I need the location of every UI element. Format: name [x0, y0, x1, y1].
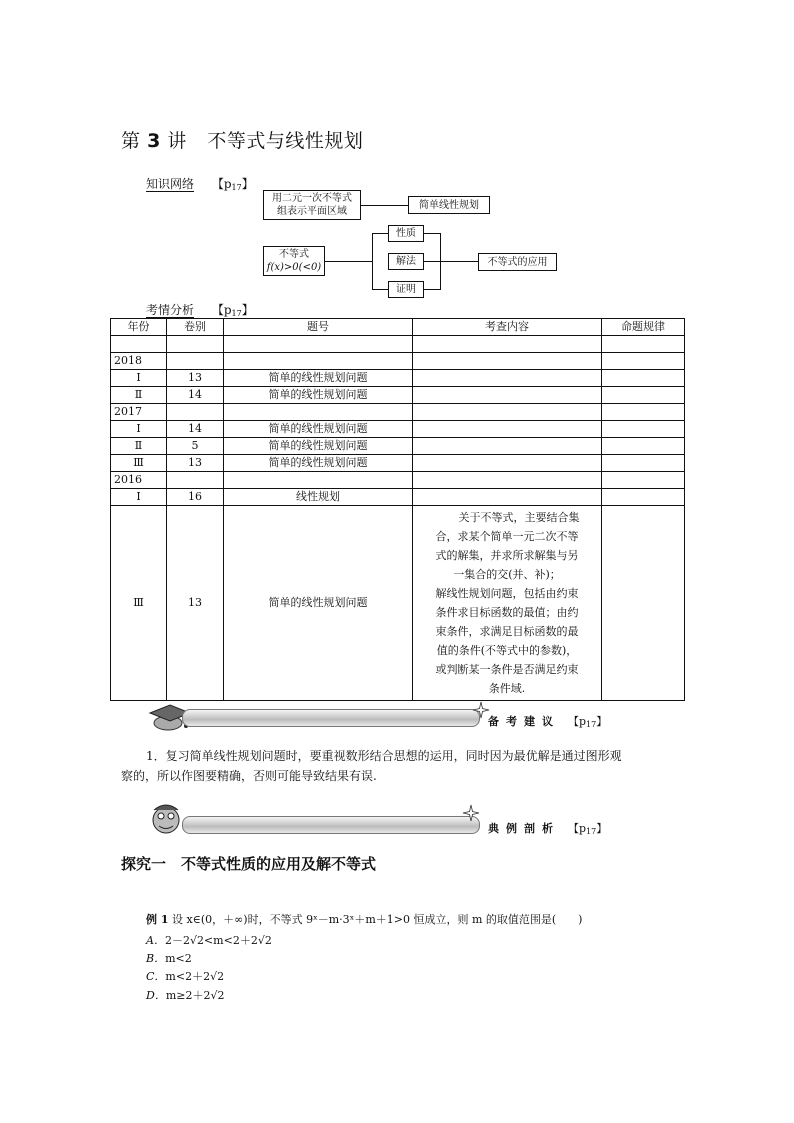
bracket-right-tick-bottom	[424, 289, 440, 290]
header-question: 题号	[224, 319, 413, 336]
table-row: 2018	[111, 353, 685, 370]
table-row-last: Ⅲ 13 简单的线性规划问题 关于不等式，主要结合集 合，求某个简单一元二次不等 式的解集，并求所求解集与另 一集合的交(并、补)； 解线性规划问题，包括由约束 条件求目标函数的最值；由约 束条件，求满足目标函数的最 值的条件(不等式中的参数)， 或判断某一条件是否满足约束 条件域.	[111, 506, 685, 701]
node-simple-lp: 简单线性规划	[408, 196, 490, 214]
mascot-icon	[146, 802, 186, 840]
table-row: 2017	[111, 404, 685, 421]
lecture-title-text: 不等式与线性规划	[207, 130, 364, 152]
exam-analysis-ref: 【$p_{17}$】	[211, 303, 254, 318]
option-b: B．m<2	[146, 952, 192, 965]
node-region: 用二元一次不等式 组表示平面区域	[263, 190, 361, 220]
option-a: A．2－2√2<m<2＋2√2	[146, 934, 272, 947]
node-proof: 证明	[388, 281, 424, 298]
example1-stem	[146, 911, 582, 927]
table-row: Ⅱ 14 简单的线性规划问题	[111, 387, 685, 404]
option-c: C．m<2＋2√2	[146, 970, 225, 983]
table-header-row	[111, 319, 685, 336]
prep-advice-line1: 1．复习简单线性规划问题时，要重视数形结合思想的运用，同时因为最优解是通过图形观	[146, 749, 622, 763]
example1-text: 设 x∈(0，＋∞)时，不等式 9ˣ－m·3ˣ＋m＋1>0 恒成立，则 m 的取值范围是( )	[168, 913, 583, 926]
bracket-tick-bottom	[372, 289, 388, 290]
knowledge-network-label: 知识网络	[146, 177, 195, 191]
header-pattern: 命题规律	[602, 319, 685, 336]
prep-advice-banner	[146, 703, 608, 729]
bracket-left	[372, 233, 373, 290]
bracket-tick-top	[372, 233, 388, 234]
example-analysis-label: 典例剖析 【$p_{17}$】	[488, 822, 608, 836]
knowledge-network-heading	[146, 175, 254, 192]
exam-analysis-label: 考情分析	[146, 303, 195, 317]
lecture-title	[121, 126, 363, 153]
example-analysis-banner	[146, 810, 608, 836]
option-d: D．m≥2＋2√2	[146, 989, 225, 1002]
header-paper: 卷别	[167, 319, 224, 336]
edge-solution-application	[424, 261, 478, 262]
exam-analysis-heading	[146, 301, 254, 318]
table-row	[111, 336, 685, 353]
table-row: Ⅰ 14 简单的线性规划问题	[111, 421, 685, 438]
bracket-right-tick-top	[424, 233, 440, 234]
sparkle-icon	[462, 804, 480, 822]
table-row: Ⅰ 13 简单的线性规划问题	[111, 370, 685, 387]
banner-bar	[182, 816, 480, 834]
node-inequality: 不等式 f(x)>0(<0)	[263, 246, 325, 276]
lecture-prefix: 第	[121, 130, 141, 152]
lecture-number: 3	[147, 130, 161, 152]
header-content: 考查内容	[413, 319, 602, 336]
table-row: Ⅲ 13 简单的线性规划问题	[111, 455, 685, 472]
edge-inequality-bracket	[325, 261, 372, 262]
content-cell: 关于不等式，主要结合集 合，求某个简单一元二次不等 式的解集，并求所求解集与另 一集合的交(并、补)； 解线性规划问题，包括由约束 条件求目标函数的最值；由约 束条件，求满足目标函数的最 值的条件(不等式中的参数)， 或判断某一条件是否满足约束 条件域.	[413, 506, 602, 701]
node-application: 不等式的应用	[478, 253, 557, 271]
prep-advice-line2: 察的，所以作图要精确，否则可能导致结果有误.	[121, 769, 377, 783]
example1-label: 例 1	[146, 913, 169, 926]
prep-advice-label: 备考建议 【$p_{17}$】	[488, 715, 608, 729]
topic-title: 探究一 不等式性质的应用及解不等式	[121, 855, 377, 873]
knowledge-network-ref: 【$p_{17}$】	[211, 177, 254, 192]
table-row: Ⅰ 16 线性规划	[111, 489, 685, 506]
table-row: Ⅱ 5 简单的线性规划问题	[111, 438, 685, 455]
exam-analysis-table	[110, 318, 685, 701]
banner-bar	[182, 709, 480, 727]
edge-region-lp	[361, 205, 408, 206]
node-property: 性质	[388, 225, 424, 242]
node-solution: 解法	[388, 253, 424, 270]
lecture-suffix: 讲	[167, 130, 187, 152]
header-year: 年份	[111, 319, 167, 336]
table-row: 2016	[111, 472, 685, 489]
